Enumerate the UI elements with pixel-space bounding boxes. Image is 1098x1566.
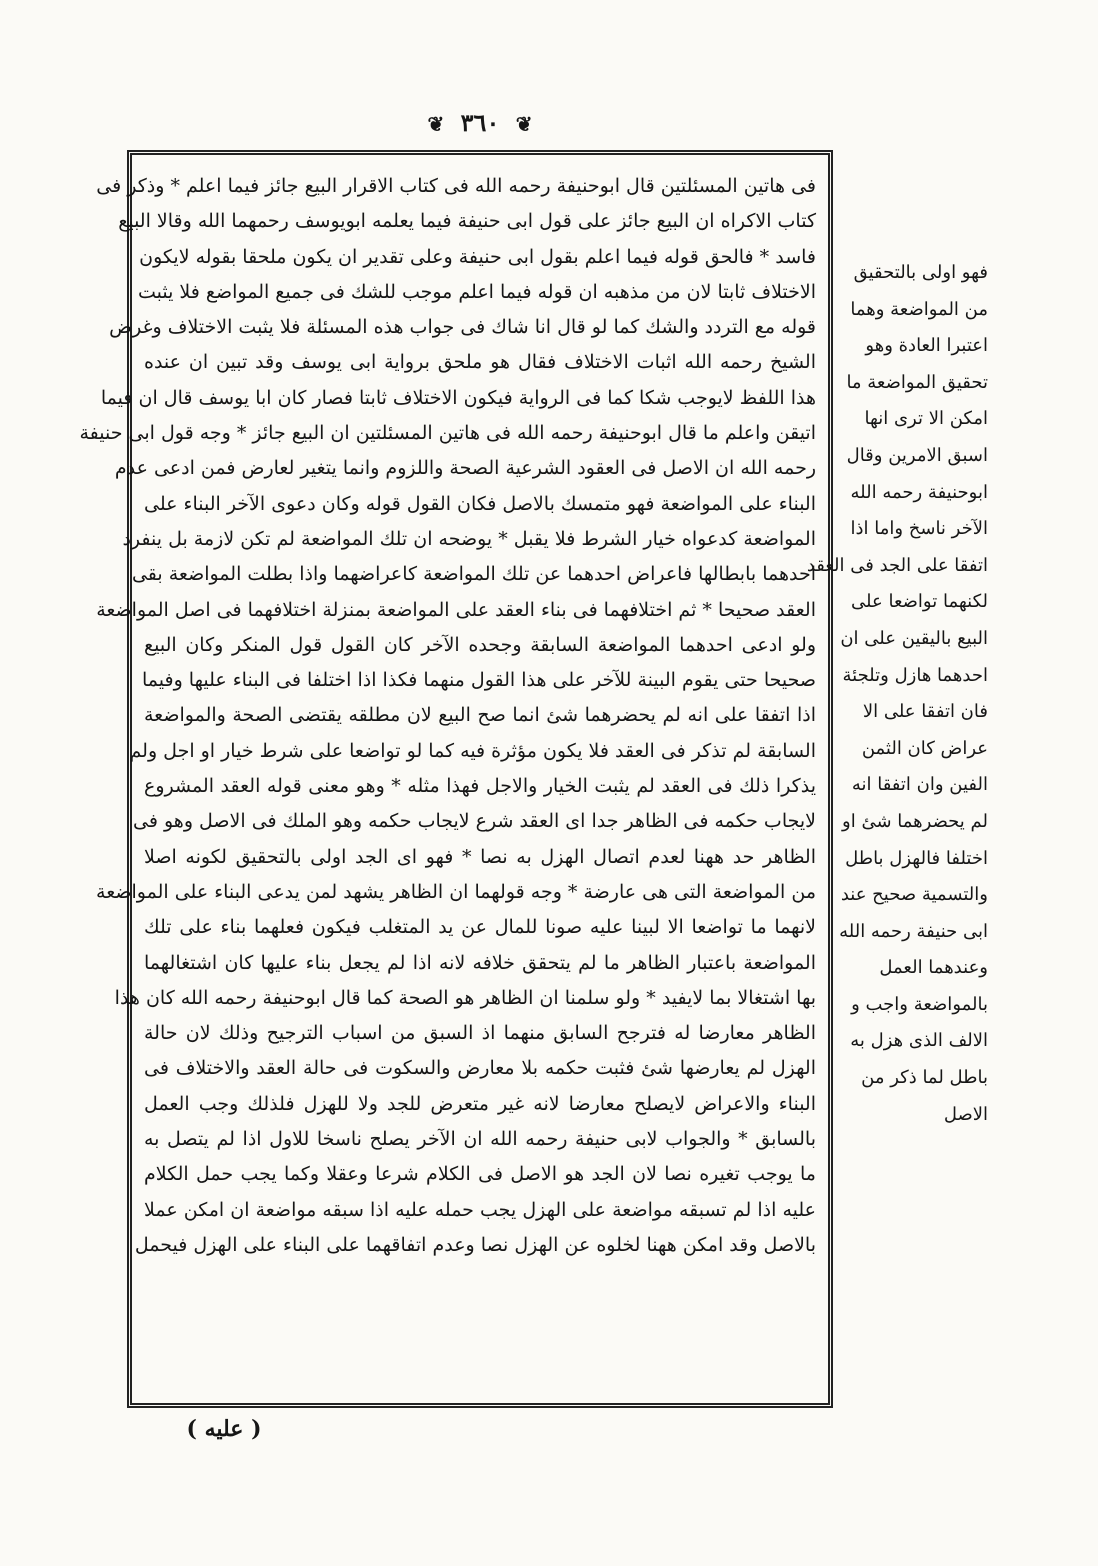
margin-note-line: البيع باليقين على ان <box>840 627 988 649</box>
main-text-frame <box>79 150 833 1408</box>
margin-note-line: من المواضعة وهما <box>850 298 988 320</box>
margin-note-line: فان اتفقا على الا <box>862 701 988 723</box>
main-text-line: السابقة لم تذكر فى العقد فلا يكون مؤثرة فيه كما لو تواضعا على شرط خيار او اجل ولم <box>129 739 816 762</box>
margin-commentary <box>806 255 988 1133</box>
margin-note-line: لم يحضرهما شئ او <box>842 810 988 832</box>
main-text-line: كتاب الاكراه ان البيع جائز على قول ابى حنيفة فيما يعلمه ابويوسف رحمهما الله وقالا البيع <box>118 210 816 233</box>
main-text-line: البناء والاعراض لايصلح معارضا لانه غير متعرض للجد ولا للهزل فلذلك وجب العمل <box>144 1092 816 1115</box>
margin-note-line: تحقيق المواضعة ما <box>846 371 988 393</box>
main-text-line: ما يوجب تغيره نصا لان الجد هو الاصل فى الكلام شرعا وعقلا وكما يجب حمل الكلام <box>144 1163 816 1186</box>
main-text-line: اتيقن واعلم ما قال ابوحنيفة رحمه الله فى هاتين المسئلتين ان البيع جائز * وجه قول ابى حنيفة <box>79 422 816 445</box>
margin-note-line: امكن الا ترى انها <box>864 408 988 430</box>
page-number <box>0 108 960 137</box>
main-text-line: يذكرا ذلك فى العقد لم يثبت الخيار والاجل فهذا مثله * وهو معنى قوله العقد المشروع <box>144 775 816 798</box>
page-number-label: ٣٦٠ <box>460 108 500 137</box>
main-text-line: هذا اللفظ لايوجب شكا كما فى الرواية فيكون الاختلاف ثابتا فصار كان ابا يوسف قال ان فيما <box>100 386 816 409</box>
catchword: ( عليه ) <box>186 1416 262 1442</box>
main-text-line: صحيحا حتى يقوم البينة للآخر على هذا القول منهما فكذا اذا اختلفا فى البناء عليها وفيما <box>142 669 816 692</box>
margin-note-line: الالف الذى هزل به <box>850 1030 988 1052</box>
margin-note-line: اسبق الامرين وقال <box>846 444 988 466</box>
ornament-right: ❦ <box>515 112 533 136</box>
margin-note-line: بالمواضعة واجب و <box>851 993 988 1015</box>
margin-note-line: احدهما هازل وتلجئة <box>842 664 988 686</box>
main-text-line: البناء على المواضعة فهو متمسك بالاصل فكان القول قوله وكان دعوى الآخر البناء على <box>144 492 816 515</box>
margin-note-line: الاصل <box>943 1103 988 1125</box>
ornament-left: ❦ <box>427 112 445 136</box>
main-text-line: الظاهر معارضا له فترجح السابق منهما اذ السبق من اسباب الترجيح وذلك لان حالة <box>144 1022 816 1045</box>
main-text-line: لايجاب حكمه فى الظاهر جدا اى العقد شرع لايجاب حكمه وهو الملك فى الاصل وهو فى <box>133 810 816 833</box>
main-text-line: قوله مع التردد والشك كما لو قال انا شاك فى جواب هذه المسئلة فلا يثبت الاختلاف وغرض <box>109 316 816 339</box>
main-text-line: لانهما ما تواضعا الا لبينا عليه صونا للمال عن يد المتغلب فيكون فعلهما بناء على تلك <box>144 916 816 939</box>
margin-note-line: الفين وان اتفقا انه <box>851 774 988 796</box>
margin-note-line: اختلفا فالهزل باطل <box>845 847 988 869</box>
main-text-line: العقد صحيحا * ثم اختلافهما فى بناء العقد على المواضعة بمنزلة اختلافهما فى اصل المواضعة <box>96 598 816 621</box>
margin-note-line: ابى حنيفة رحمه الله <box>839 920 988 942</box>
main-text-line: اذا اتفقا على انه لم يحضرهما شئ انما صح البيع لان مطلقه يقتضى الصحة والمواضعة <box>144 704 816 727</box>
main-text-line: رحمه الله ان الاصل فى العقود الشرعية الصحة واللزوم وانما يتغير لعارض فمن ادعى عدم <box>114 457 816 480</box>
margin-note-line: ابوحنيفة رحمه الله <box>850 481 988 503</box>
main-text-line: الشيخ رحمه الله اثبات الاختلاف فقال هو ملحق برواية ابى يوسف وقد تبين ان عنده <box>144 351 816 374</box>
main-text-line: الظاهر حد ههنا لعدم اتصال الهزل به نصا * فهو اى الجد اولى بالتحقيق لكونه اصلا <box>144 845 816 868</box>
margin-note-line: لكنهما تواضعا على <box>851 591 988 613</box>
main-text-line: احدهما بابطالها فاعراض احدهما عن تلك المواضعة كاعراضهما واذا بطلت المواضعة بقى <box>131 563 816 586</box>
main-text-line: فاسد * فالحق قوله فيما اعلم بقول ابى حنيفة وعلى تقدير ان يكون ملحقا بقوله لايكون <box>139 245 816 268</box>
main-text-body <box>79 169 816 1263</box>
main-text-line: الاختلاف ثابتا لان من مذهبه ان قوله فيما اعلم موجب للشك فى جميع المواضع فلا يثبت <box>137 280 816 303</box>
margin-note-line: الآخر ناسخ واما اذا <box>850 518 988 540</box>
margin-note-line: اتفقا على الجد فى العقد <box>806 554 988 576</box>
margin-note-line: اعتبرا العادة وهو <box>865 335 988 357</box>
main-text-line: ولو ادعى احدهما المواضعة السابقة وجحده الآخر كان القول قول المنكر وكان البيع <box>144 633 816 656</box>
main-text-line: فى هاتين المسئلتين قال ابوحنيفة رحمه الله فى كتاب الاقرار البيع جائز فيما اعلم * وذكر فى <box>96 175 816 197</box>
margin-note-line: والتسمية صحيح عند <box>840 884 988 906</box>
main-text-line: عليه اذا لم تسبقه مواضعة على الهزل يجب حمله عليه اذا سبقه مواضعة ان امكن عملا <box>144 1198 816 1221</box>
main-text-line: الهزل لم يعارضها شئ فثبت حكمه بلا معارض والسكوت فى حالة العقد والاختلاف فى <box>144 1057 816 1080</box>
margin-note-line: وعندهما العمل <box>879 957 988 979</box>
margin-note-line: فهو اولى بالتحقيق <box>853 262 988 283</box>
main-text-line: المواضعة كدعواه خيار الشرط فلا يقبل * يوضحه ان تلك المواضعة لم تكن لازمة بل ينفرد <box>122 527 816 550</box>
main-text-line: بالاصل وقد امكن ههنا لخلوه عن الهزل نصا وعدم اتفاقهما على البناء على الهزل فيحمل <box>134 1233 816 1256</box>
margin-note-line: عراض كان الثمن <box>861 737 988 759</box>
margin-note-line: باطل لما ذكر من <box>861 1067 988 1089</box>
main-text-line: بالسابق * والجواب لابى حنيفة رحمه الله ان الآخر يصلح ناسخا للاول اذا لم يتصل به <box>144 1128 816 1151</box>
main-text-line: بها اشتغالا بما لايفيد * ولو سلمنا ان الظاهر هو الصحة كما قال ابوحنيفة رحمه الله كان هذا <box>114 986 816 1009</box>
main-text-line: من المواضعة التى هى عارضة * وجه قولهما ان الظاهر يشهد لمن يدعى البناء على المواضعة <box>96 880 816 903</box>
main-text-line: المواضعة باعتبار الظاهر ما لم يتحقق خلافه لانه اذا لم يجعل بناء عليها كان اشتغالهما <box>144 951 816 974</box>
